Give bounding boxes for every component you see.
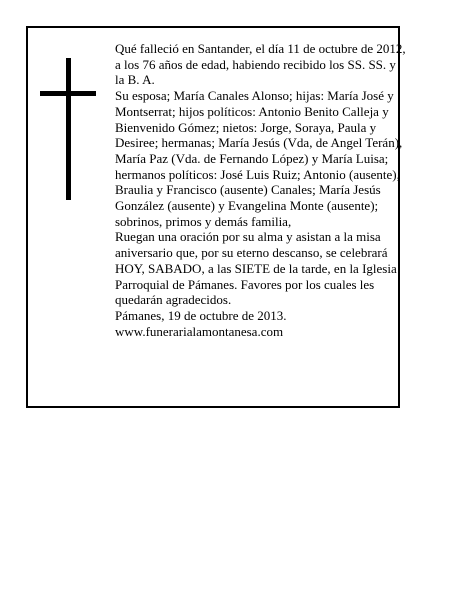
obituary-line: Ruegan una oración por su alma y asistan a la misa xyxy=(115,229,381,245)
obituary-line: hermanos políticos: José Luis Ruiz; Antonio (ausente), xyxy=(115,166,400,182)
obituary-line: a los 76 años de edad, habiendo recibido los SS. SS. y xyxy=(115,56,396,72)
obituary-line: Su esposa; María Canales Alonso; hijas: María José y xyxy=(115,88,394,104)
cross-vertical-bar xyxy=(66,58,71,200)
obituary-line: Braulia y Francisco (ausente) Canales; María Jesús xyxy=(115,182,381,198)
obituary-line: Qué falleció en Santander, el día 11 de octubre de 2012, xyxy=(115,41,406,56)
obituary-line: Parroquial de Pámanes. Favores por los cuales les xyxy=(115,276,375,292)
obituary-line: Montserrat; hijos políticos: Antonio Benito Calleja y xyxy=(115,103,389,119)
obituary-line: María Paz (Vda. de Fernando López) y María Luisa; xyxy=(115,150,389,166)
obituary-line: sobrinos, primos y demás familia, xyxy=(115,213,292,229)
obituary-line: quedarán agradecidos. xyxy=(115,292,232,308)
obituary-line: González (ausente) y Evangelina Monte (ausente); xyxy=(115,198,379,214)
cross-icon xyxy=(40,58,96,200)
obituary-line: HOY, SABADO, a las SIETE de la tarde, en la Iglesia xyxy=(115,260,397,276)
obituary-line: aniversario que, por su eterno descanso, se celebrará xyxy=(115,245,388,261)
obituary-line: Desiree; hermanas; María Jesús (Vda, de Angel Terán), xyxy=(115,135,403,151)
obituary-line: Pámanes, 19 de octubre de 2013. xyxy=(115,307,287,323)
cross-horizontal-bar xyxy=(40,91,96,96)
obituary-line: la B. A. xyxy=(115,72,155,88)
obituary-line: Bienvenido Gómez; nietos: Jorge, Soraya, Paula y xyxy=(115,119,377,135)
obituary-notice xyxy=(26,26,406,408)
obituary-text xyxy=(115,41,406,339)
funeral-home-url: www.funerarialamontanesa.com xyxy=(115,323,284,339)
